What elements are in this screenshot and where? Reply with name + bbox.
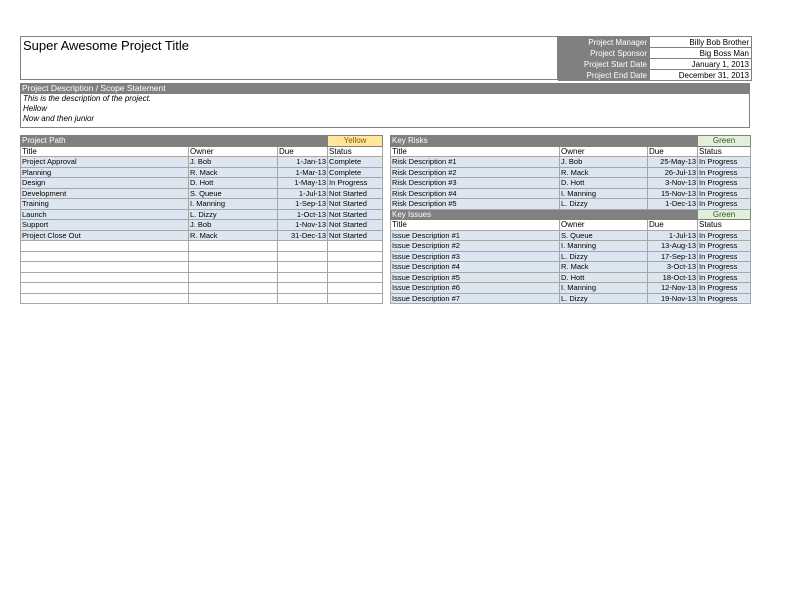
cell-due: 12-Nov-13 (648, 283, 698, 294)
cell-title: Risk Description #1 (391, 157, 560, 168)
cell-due: 1-Nov-13 (278, 220, 328, 231)
risk-row (391, 188, 751, 199)
meta-row (559, 70, 752, 81)
empty-cell (278, 272, 328, 283)
column-header-owner: Owner (189, 146, 278, 157)
meta-row (559, 37, 752, 48)
key-risks-header-row (391, 136, 751, 147)
project-path-column-headers (21, 146, 383, 157)
cell-due: 31-Dec-13 (278, 230, 328, 241)
cell-title: Project Close Out (21, 230, 189, 241)
cell-due: 18-Oct-13 (648, 272, 698, 283)
empty-cell (328, 272, 383, 283)
cell-title: Issue Description #5 (391, 272, 560, 283)
cell-status: Complete (328, 157, 383, 168)
meta-label: Project Start Date (559, 59, 650, 70)
risk-row (391, 157, 751, 168)
cell-owner: I. Manning (189, 199, 278, 210)
column-header-due: Due (648, 146, 698, 157)
cell-owner: I. Manning (560, 241, 648, 252)
risk-row (391, 199, 751, 210)
issue-row (391, 230, 751, 241)
cell-status: In Progress (698, 188, 751, 199)
column-header-status: Status (328, 146, 383, 157)
cell-title: Design (21, 178, 189, 189)
meta-value: January 1, 2013 (650, 59, 752, 70)
cell-due: 1-Jul-13 (278, 188, 328, 199)
project-path-row (21, 157, 383, 168)
key-risks-header: Key Risks (391, 136, 698, 147)
empty-cell (278, 241, 328, 252)
cell-title: Support (21, 220, 189, 231)
cell-status: In Progress (698, 167, 751, 178)
cell-owner: I. Manning (560, 188, 648, 199)
cell-owner: J. Bob (189, 157, 278, 168)
project-title-box (20, 36, 558, 80)
column-header-title: Title (21, 146, 189, 157)
cell-due: 15-Nov-13 (648, 188, 698, 199)
column-header-due: Due (648, 220, 698, 231)
cell-owner: L. Dizzy (189, 209, 278, 220)
cell-owner: J. Bob (189, 220, 278, 231)
cell-owner: S. Queue (189, 188, 278, 199)
cell-due: 1-May-13 (278, 178, 328, 189)
key-issues-column-headers (391, 220, 751, 231)
project-meta-table (558, 36, 752, 81)
cell-due: 26-Jul-13 (648, 167, 698, 178)
issue-row (391, 283, 751, 294)
cell-status: In Progress (698, 293, 751, 304)
empty-row (21, 241, 383, 252)
cell-title: Development (21, 188, 189, 199)
project-path-row (21, 220, 383, 231)
cell-owner: S. Queue (560, 230, 648, 241)
cell-owner: L. Dizzy (560, 199, 648, 210)
project-path-header-row (21, 136, 383, 147)
cell-due: 17-Sep-13 (648, 251, 698, 262)
empty-row (21, 283, 383, 294)
cell-owner: L. Dizzy (560, 251, 648, 262)
project-path-status-badge: Yellow (328, 136, 383, 147)
cell-status: In Progress (698, 178, 751, 189)
project-path-row (21, 209, 383, 220)
description-line: Hellow (23, 104, 48, 113)
meta-label: Project Manager (559, 37, 650, 48)
empty-cell (278, 293, 328, 304)
cell-title: Issue Description #6 (391, 283, 560, 294)
cell-status: In Progress (698, 272, 751, 283)
cell-owner: J. Bob (560, 157, 648, 168)
column-header-owner: Owner (560, 146, 648, 157)
risk-row (391, 167, 751, 178)
cell-title: Planning (21, 167, 189, 178)
project-path-row (21, 188, 383, 199)
cell-status: In Progress (698, 251, 751, 262)
cell-title: Risk Description #3 (391, 178, 560, 189)
column-header-due: Due (278, 146, 328, 157)
cell-owner: I. Manning (560, 283, 648, 294)
cell-status: In Progress (698, 283, 751, 294)
cell-title: Launch (21, 209, 189, 220)
project-path-row (21, 230, 383, 241)
empty-row (21, 272, 383, 283)
meta-value: Billy Bob Brother (650, 37, 752, 48)
meta-label: Project Sponsor (559, 48, 650, 59)
cell-status: In Progress (698, 199, 751, 210)
cell-due: 1-Jan-13 (278, 157, 328, 168)
description-box (20, 94, 750, 128)
cell-title: Training (21, 199, 189, 210)
cell-due: 13-Aug-13 (648, 241, 698, 252)
description-header: Project Description / Scope Statement (20, 83, 750, 94)
cell-due: 3-Oct-13 (648, 262, 698, 273)
project-path-table (20, 135, 383, 304)
project-path-row (21, 167, 383, 178)
cell-title: Risk Description #5 (391, 199, 560, 210)
empty-cell (328, 262, 383, 273)
cell-owner: D. Hott (560, 272, 648, 283)
column-header-owner: Owner (560, 220, 648, 231)
cell-title: Issue Description #7 (391, 293, 560, 304)
cell-title: Issue Description #4 (391, 262, 560, 273)
empty-cell (328, 251, 383, 262)
meta-row (559, 48, 752, 59)
empty-cell (21, 283, 189, 294)
key-issues-header-row (391, 209, 751, 220)
empty-cell (21, 293, 189, 304)
empty-cell (328, 293, 383, 304)
empty-cell (189, 251, 278, 262)
empty-row (21, 262, 383, 273)
key-risks-table (390, 135, 751, 304)
cell-owner: R. Mack (560, 262, 648, 273)
cell-due: 1-Dec-13 (648, 199, 698, 210)
cell-status: Not Started (328, 220, 383, 231)
cell-title: Issue Description #3 (391, 251, 560, 262)
empty-cell (328, 241, 383, 252)
cell-owner: L. Dizzy (560, 293, 648, 304)
key-issues-status-badge: Green (698, 209, 751, 220)
empty-cell (21, 262, 189, 273)
cell-owner: R. Mack (189, 230, 278, 241)
project-path-header: Project Path (21, 136, 328, 147)
cell-due: 1-Sep-13 (278, 199, 328, 210)
risk-row (391, 178, 751, 189)
cell-status: In Progress (698, 241, 751, 252)
empty-cell (278, 283, 328, 294)
issue-row (391, 251, 751, 262)
meta-label: Project End Date (559, 70, 650, 81)
issue-row (391, 262, 751, 273)
cell-due: 1-Oct-13 (278, 209, 328, 220)
cell-due: 3-Nov-13 (648, 178, 698, 189)
cell-owner: D. Hott (560, 178, 648, 189)
empty-cell (21, 251, 189, 262)
empty-cell (189, 293, 278, 304)
column-header-status: Status (698, 220, 751, 231)
cell-title: Risk Description #2 (391, 167, 560, 178)
meta-value: Big Boss Man (650, 48, 752, 59)
cell-status: Not Started (328, 188, 383, 199)
cell-title: Project Approval (21, 157, 189, 168)
cell-status: In Progress (698, 230, 751, 241)
cell-owner: R. Mack (189, 167, 278, 178)
key-risks-column-headers (391, 146, 751, 157)
project-path-row (21, 178, 383, 189)
cell-due: 19-Nov-13 (648, 293, 698, 304)
cell-status: Not Started (328, 230, 383, 241)
column-header-title: Title (391, 146, 560, 157)
cell-status: In Progress (698, 262, 751, 273)
cell-status: Complete (328, 167, 383, 178)
cell-status: Not Started (328, 199, 383, 210)
empty-cell (278, 262, 328, 273)
meta-value: December 31, 2013 (650, 70, 752, 81)
issue-row (391, 272, 751, 283)
project-path-row (21, 199, 383, 210)
column-header-status: Status (698, 146, 751, 157)
cell-due: 1-Mar-13 (278, 167, 328, 178)
project-title: Super Awesome Project Title (23, 38, 189, 53)
empty-cell (21, 241, 189, 252)
key-issues-header: Key Issues (391, 209, 698, 220)
empty-cell (328, 283, 383, 294)
cell-owner: R. Mack (560, 167, 648, 178)
cell-due: 1-Jul-13 (648, 230, 698, 241)
issue-row (391, 241, 751, 252)
empty-row (21, 251, 383, 262)
cell-status: Not Started (328, 209, 383, 220)
description-line: This is the description of the project. (23, 94, 152, 103)
empty-cell (21, 272, 189, 283)
column-header-title: Title (391, 220, 560, 231)
cell-title: Risk Description #4 (391, 188, 560, 199)
key-risks-status-badge: Green (698, 136, 751, 147)
empty-cell (278, 251, 328, 262)
meta-row (559, 59, 752, 70)
empty-cell (189, 283, 278, 294)
cell-owner: D. Hott (189, 178, 278, 189)
empty-cell (189, 262, 278, 273)
empty-cell (189, 272, 278, 283)
description-line: Now and then junior (23, 114, 95, 123)
cell-title: Issue Description #1 (391, 230, 560, 241)
empty-cell (189, 241, 278, 252)
cell-status: In Progress (698, 157, 751, 168)
cell-title: Issue Description #2 (391, 241, 560, 252)
cell-due: 25-May-13 (648, 157, 698, 168)
issue-row (391, 293, 751, 304)
empty-row (21, 293, 383, 304)
cell-status: In Progress (328, 178, 383, 189)
